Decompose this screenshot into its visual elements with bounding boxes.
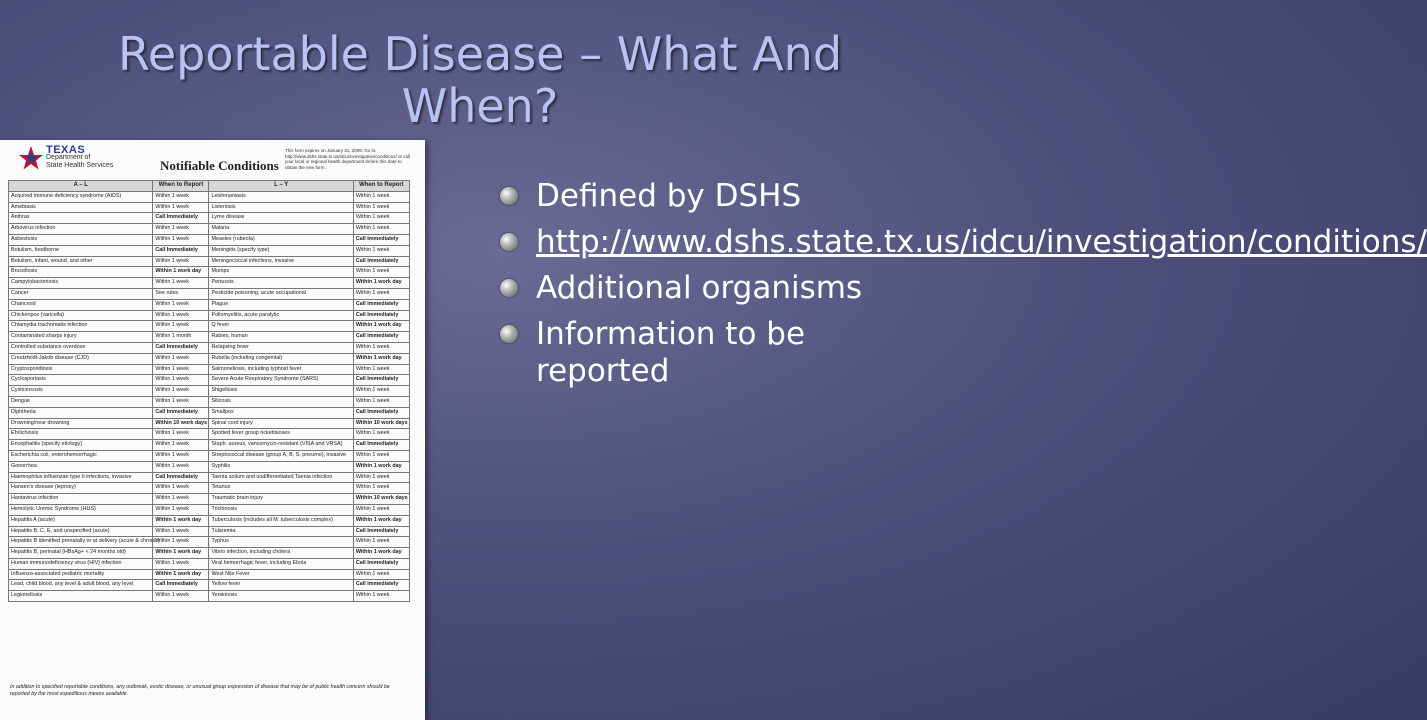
when-to-report-cell: Call Immediately — [153, 472, 209, 483]
org-line1: Department of — [46, 154, 91, 161]
when-to-report-cell: Within 1 week — [153, 526, 209, 537]
condition-cell: Q fever — [209, 321, 353, 332]
condition-cell: Poliomyelitis, acute paralytic — [209, 310, 353, 321]
when-to-report-cell: Within 1 week — [153, 191, 209, 202]
table-row — [9, 245, 410, 256]
condition-cell: Hepatitis B identified prenatally or at delivery (acute & chronic) — [9, 537, 153, 548]
form-header — [0, 140, 425, 184]
condition-cell: Malaria — [209, 224, 353, 235]
condition-cell: Chancroid — [9, 299, 153, 310]
when-to-report-cell: Within 1 week — [353, 591, 409, 602]
table-row — [9, 386, 410, 397]
table-row — [9, 191, 410, 202]
condition-cell: Yellow fever — [209, 580, 353, 591]
condition-cell: Severe Acute Respiratory Syndrome (SARS) — [209, 375, 353, 386]
condition-cell: Measles (rubeola) — [209, 234, 353, 245]
condition-cell: Lead, child blood, any level & adult blood, any level — [9, 580, 153, 591]
condition-cell: Hemolytic Uremic Syndrome (HUS) — [9, 504, 153, 515]
condition-cell: Asbestosis — [9, 234, 153, 245]
table-row — [9, 526, 410, 537]
when-to-report-cell: Call Immediately — [153, 580, 209, 591]
table-row — [9, 558, 410, 569]
condition-cell: Chlamydia trachomatis infection — [9, 321, 153, 332]
column-header: A – L — [9, 181, 153, 192]
dshs-conditions-link[interactable]: http://www.dshs.state.tx.us/idcu/investigation/conditions/ — [536, 224, 1427, 260]
condition-cell: Encephalitis (specify etiology) — [9, 440, 153, 451]
condition-cell: Cryptosporidiosis — [9, 364, 153, 375]
when-to-report-cell: Within 1 week — [153, 310, 209, 321]
condition-cell: Rabies, human — [209, 332, 353, 343]
condition-cell: Ehrlichiosis — [9, 429, 153, 440]
when-to-report-cell: Call Immediately — [153, 213, 209, 224]
org-state: TEXAS — [46, 144, 86, 156]
condition-cell: Campylobacteriosis — [9, 278, 153, 289]
bullet-icon — [500, 279, 518, 297]
conditions-table-body — [9, 191, 410, 601]
when-to-report-cell: Within 1 week — [153, 591, 209, 602]
form-title: Notifiable Conditions — [160, 158, 279, 173]
bullet-text: Additional organisms — [536, 270, 863, 306]
when-to-report-cell: Call Immediately — [153, 407, 209, 418]
when-to-report-cell: Within 1 week — [353, 450, 409, 461]
table-row — [9, 299, 410, 310]
condition-cell: Trichinosis — [209, 504, 353, 515]
when-to-report-cell: Within 1 week — [153, 299, 209, 310]
table-row — [9, 332, 410, 343]
org-line2: State Health Services — [46, 162, 114, 169]
condition-cell: Human immunodeficiency virus (HIV) infection — [9, 558, 153, 569]
when-to-report-cell: Within 1 week — [153, 364, 209, 375]
bullet-item — [500, 316, 900, 390]
condition-cell: West Nile Fever — [209, 569, 353, 580]
when-to-report-cell: Within 1 week — [153, 450, 209, 461]
notifiable-conditions-form — [0, 140, 425, 720]
condition-cell: Staph. aureus, vancomycin-resistant (VISA and VRSA) — [209, 440, 353, 451]
when-to-report-cell: Within 1 work day — [153, 267, 209, 278]
condition-cell: Taenia solium and undifferentiated Taenia infection — [209, 472, 353, 483]
condition-cell: Haemophilus influenzae type b infections, invasive — [9, 472, 153, 483]
condition-cell: Tuberculosis (includes all M. tuberculosis complex) — [209, 515, 353, 526]
when-to-report-cell: Within 1 week — [153, 429, 209, 440]
when-to-report-cell: Within 10 work days — [353, 418, 409, 429]
table-row — [9, 342, 410, 353]
condition-cell: Cancer — [9, 288, 153, 299]
when-to-report-cell: Within 1 week — [153, 278, 209, 289]
condition-cell: Creutzfeldt-Jakob disease (CJD) — [9, 353, 153, 364]
condition-cell: Controlled substance overdose — [9, 342, 153, 353]
condition-cell: Brucellosis — [9, 267, 153, 278]
when-to-report-cell: Within 1 week — [353, 472, 409, 483]
bullet-item — [500, 178, 900, 215]
condition-cell: Hepatitis A (acute) — [9, 515, 153, 526]
when-to-report-cell: Within 1 week — [353, 364, 409, 375]
when-to-report-cell: Within 1 week — [153, 537, 209, 548]
table-row — [9, 472, 410, 483]
condition-cell: Listeriosis — [209, 202, 353, 213]
condition-cell: Pesticide poisoning, acute occupational — [209, 288, 353, 299]
table-row — [9, 364, 410, 375]
when-to-report-cell: Within 1 week — [153, 202, 209, 213]
table-row — [9, 224, 410, 235]
when-to-report-cell: Within 1 work day — [353, 515, 409, 526]
bullet-text: Defined by DSHS — [536, 178, 802, 214]
when-to-report-cell: Within 1 week — [153, 494, 209, 505]
condition-cell: Escherichia coli, enterohemorrhagic — [9, 450, 153, 461]
condition-cell: Tularemia — [209, 526, 353, 537]
bullet-icon — [500, 233, 518, 251]
table-row — [9, 418, 410, 429]
condition-cell: Smallpox — [209, 407, 353, 418]
when-to-report-cell: Within 1 week — [153, 375, 209, 386]
when-to-report-cell: Call Immediately — [353, 375, 409, 386]
bullet-item — [500, 270, 900, 307]
when-to-report-cell: Within 1 week — [153, 321, 209, 332]
texas-star-logo — [18, 145, 44, 171]
condition-cell: Leishmaniasis — [209, 191, 353, 202]
when-to-report-cell: Within 1 week — [153, 256, 209, 267]
table-row — [9, 580, 410, 591]
table-row — [9, 396, 410, 407]
when-to-report-cell: Within 1 week — [353, 267, 409, 278]
when-to-report-cell: Within 1 week — [353, 504, 409, 515]
table-row — [9, 407, 410, 418]
when-to-report-cell: Within 1 week — [153, 504, 209, 515]
condition-cell: Hepatitis B, C, E, and unspecified (acute) — [9, 526, 153, 537]
when-to-report-cell: Within 1 week — [153, 396, 209, 407]
column-header: When to Report — [153, 181, 209, 192]
when-to-report-cell: Within 10 work days — [353, 494, 409, 505]
when-to-report-cell: Within 1 week — [353, 245, 409, 256]
condition-cell: Rubella (including congenital) — [209, 353, 353, 364]
table-row — [9, 440, 410, 451]
bullet-list — [500, 178, 1427, 399]
condition-cell: Silicosis — [209, 396, 353, 407]
bullet-text: Information to be reported — [536, 316, 806, 389]
when-to-report-cell: Within 1 week — [353, 202, 409, 213]
condition-cell: Spotted fever group rickettsioses — [209, 429, 353, 440]
condition-cell: Pertussis — [209, 278, 353, 289]
condition-cell: Diphtheria — [9, 407, 153, 418]
when-to-report-cell: Within 1 work day — [353, 548, 409, 559]
when-to-report-cell: Within 1 work day — [353, 461, 409, 472]
additional-reporting-note: In addition to specified reportable conditions, any outbreak, exotic disease, or unusual group expression of disease that may be of public health concern should be reported by the most expeditious means available. — [10, 684, 390, 697]
when-to-report-cell: Call Immediately — [353, 332, 409, 343]
when-to-report-cell: Within 1 week — [153, 234, 209, 245]
conditions-table — [8, 180, 410, 602]
slide-title: Reportable Disease – What And When? — [117, 27, 843, 133]
table-row — [9, 504, 410, 515]
condition-cell: Vibrio infection, including cholera — [209, 548, 353, 559]
table-row — [9, 461, 410, 472]
condition-cell: Chickenpox (varicella) — [9, 310, 153, 321]
condition-cell: Tetanus — [209, 483, 353, 494]
condition-cell: Traumatic brain injury — [209, 494, 353, 505]
table-row — [9, 288, 410, 299]
bullet-item — [500, 224, 1427, 261]
table-row — [9, 375, 410, 386]
condition-cell: Yersiniosis — [209, 591, 353, 602]
condition-cell: Contaminated sharps injury — [9, 332, 153, 343]
condition-cell: Typhus — [209, 537, 353, 548]
condition-cell: Hansen's disease (leprosy) — [9, 483, 153, 494]
table-header-row — [9, 181, 410, 192]
bullet-icon — [500, 187, 518, 205]
condition-cell: Acquired immune deficiency syndrome (AIDS) — [9, 191, 153, 202]
condition-cell: Legionellosis — [9, 591, 153, 602]
condition-cell: Plague — [209, 299, 353, 310]
table-row — [9, 256, 410, 267]
when-to-report-cell: Within 1 work day — [353, 321, 409, 332]
condition-cell: Arbovirus infection — [9, 224, 153, 235]
table-row — [9, 234, 410, 245]
when-to-report-cell: Within 1 week — [153, 483, 209, 494]
when-to-report-cell: Within 1 week — [353, 386, 409, 397]
table-row — [9, 515, 410, 526]
column-header: When to Report — [353, 181, 409, 192]
condition-cell: Influenza-associated pediatric mortality — [9, 569, 153, 580]
when-to-report-cell: Within 1 week — [353, 396, 409, 407]
condition-cell: Botulism, foodborne — [9, 245, 153, 256]
when-to-report-cell: Call Immediately — [353, 580, 409, 591]
table-row — [9, 537, 410, 548]
when-to-report-cell: Within 1 week — [353, 569, 409, 580]
condition-cell: Syphilis — [209, 461, 353, 472]
when-to-report-cell: Within 1 work day — [153, 569, 209, 580]
condition-cell: Cysticercosis — [9, 386, 153, 397]
condition-cell: Streptococcal disease (group A, B, S. pneumo), invasive — [209, 450, 353, 461]
form-expiry-notice: This form expires on January 31, 2009. Go to: http://www.dshs.state.tx.us/idcu/investigation/conditions/ or call your local or regional health department before this date to obtain the new form. — [285, 148, 411, 170]
condition-cell: Anthrax — [9, 213, 153, 224]
table-row — [9, 569, 410, 580]
when-to-report-cell: Call Immediately — [353, 526, 409, 537]
when-to-report-cell: Call Immediately — [353, 256, 409, 267]
when-to-report-cell: Within 1 week — [353, 342, 409, 353]
when-to-report-cell: Within 1 week — [153, 386, 209, 397]
when-to-report-cell: Within 1 week — [353, 213, 409, 224]
table-row — [9, 591, 410, 602]
when-to-report-cell: Within 1 week — [353, 483, 409, 494]
condition-cell: Spinal cord injury — [209, 418, 353, 429]
condition-cell: Salmonellosis, including typhoid fever — [209, 364, 353, 375]
condition-cell: Meningococcal infections, invasive — [209, 256, 353, 267]
bullet-icon — [500, 325, 518, 343]
condition-cell: Hantavirus infection — [9, 494, 153, 505]
when-to-report-cell: Within 1 week — [153, 353, 209, 364]
table-row — [9, 353, 410, 364]
column-header: L – Y — [209, 181, 353, 192]
when-to-report-cell: Call Immediately — [353, 407, 409, 418]
when-to-report-cell: Within 1 week — [353, 191, 409, 202]
condition-cell: Cyclosporiasis — [9, 375, 153, 386]
when-to-report-cell: Within 10 work days — [153, 418, 209, 429]
when-to-report-cell: Within 1 week — [153, 461, 209, 472]
table-row — [9, 267, 410, 278]
condition-cell: Dengue — [9, 396, 153, 407]
table-row — [9, 548, 410, 559]
when-to-report-cell: Within 1 week — [153, 440, 209, 451]
table-row — [9, 278, 410, 289]
condition-cell: Mumps — [209, 267, 353, 278]
when-to-report-cell: Call Immediately — [353, 299, 409, 310]
table-row — [9, 213, 410, 224]
when-to-report-cell: Call Immediately — [353, 234, 409, 245]
condition-cell: Gonorrhea — [9, 461, 153, 472]
when-to-report-cell: Within 1 week — [353, 429, 409, 440]
table-row — [9, 450, 410, 461]
when-to-report-cell: See rules — [153, 288, 209, 299]
when-to-report-cell: Within 1 work day — [353, 353, 409, 364]
when-to-report-cell: Within 1 month — [153, 332, 209, 343]
table-row — [9, 483, 410, 494]
when-to-report-cell: Within 1 week — [153, 558, 209, 569]
table-row — [9, 429, 410, 440]
when-to-report-cell: Call Immediately — [353, 558, 409, 569]
table-row — [9, 494, 410, 505]
when-to-report-cell: Call Immediately — [153, 245, 209, 256]
when-to-report-cell: Within 1 week — [353, 224, 409, 235]
condition-cell: Botulism, infant, wound, and other — [9, 256, 153, 267]
org-name — [46, 146, 113, 170]
when-to-report-cell: Within 1 week — [353, 537, 409, 548]
when-to-report-cell: Call Immediately — [353, 310, 409, 321]
condition-cell: Viral hemorrhagic fever, including Ebola — [209, 558, 353, 569]
table-row — [9, 321, 410, 332]
condition-cell: Drowning/near drowning — [9, 418, 153, 429]
condition-cell: Meningitis (specify type) — [209, 245, 353, 256]
condition-cell: Relapsing fever — [209, 342, 353, 353]
when-to-report-cell: Within 1 work day — [353, 278, 409, 289]
condition-cell: Shigellosis — [209, 386, 353, 397]
table-row — [9, 310, 410, 321]
when-to-report-cell: Within 1 week — [353, 288, 409, 299]
when-to-report-cell: Call Immediately — [353, 440, 409, 451]
table-row — [9, 202, 410, 213]
when-to-report-cell: Within 1 work day — [153, 515, 209, 526]
when-to-report-cell: Within 1 work day — [153, 548, 209, 559]
condition-cell: Amebiasis — [9, 202, 153, 213]
condition-cell: Lyme disease — [209, 213, 353, 224]
when-to-report-cell: Within 1 week — [153, 224, 209, 235]
when-to-report-cell: Call Immediately — [153, 342, 209, 353]
condition-cell: Hepatitis B, perinatal (HBsAg+ < 24 months old) — [9, 548, 153, 559]
